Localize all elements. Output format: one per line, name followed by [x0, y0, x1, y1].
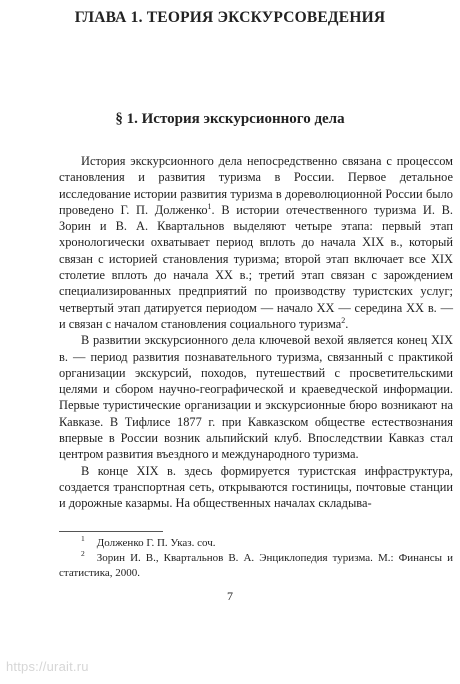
- paragraph: В конце XIX в. здесь формируется туристская инфраструктура, создается транспортная сеть, открываются гостиницы, почтовые станции и дорожные казармы. На общественных началах складыва-: [59, 463, 453, 511]
- footnote-number: 1: [81, 534, 85, 544]
- watermark: https://urait.ru: [6, 659, 89, 674]
- footnote-ref: 1: [207, 201, 212, 211]
- footnote: [59, 536, 453, 551]
- chapter-title: ГЛАВА 1. ТЕОРИЯ ЭКСКУРСОВЕДЕНИЯ: [74, 9, 386, 26]
- paragraph-text: . В истории отечественного туризма И. В. Зорин и В. А. Квартальнов выделяют четыре этапа: первый этап хронологически охватывает период вплоть до начала XIX в., который связан с историей становления туризма; второй этап включает все XIX столетие вплоть до начала XX в.; третий этап связан с зарождением специализированных предприятий по производству туристских услуг; четвертый этап датируется периодом — начало XX — середина XX в. — и связан с началом становления социального туризма: [59, 202, 454, 331]
- footnote-ref: 2: [341, 315, 346, 325]
- paragraph-text: .: [345, 316, 349, 331]
- footnotes: [59, 536, 453, 581]
- footnote-divider: [59, 531, 163, 532]
- footnote-text: Долженко Г. П. Указ. соч.: [96, 537, 216, 549]
- footnote: [59, 551, 453, 581]
- body-text: [59, 153, 453, 512]
- footnote-number: 2: [81, 549, 85, 559]
- paragraph: В развитии экскурсионного дела ключевой вехой является конец XIX в. — период развития познавательного туризма, связанный с практикой организации экскурсий, походов, путешествий с просветительскими целями и сбором научно-географической и краеведческой информации. Первые туристические организации и экскурсионные бюро возникают на Кавказе. В Тифлисе 1877 г. при Кавказском обществе естествознания впервые в России возник альпийский клуб. Впоследствии Кавказ стал центром развития въездного и международного туризма.: [59, 333, 453, 462]
- paragraph-text: История экскурсионного дела непосредственно связана с процессом становления и развития туризма в России. Первое детальное исследование истории развития туризма в дореволюционной России было проведено Г. П. Долженко: [59, 154, 453, 217]
- footnote-text: Зорин И. В., Квартальнов В. А. Энциклопедия туризма. М.: Финансы и статистика, 2000.: [59, 552, 453, 579]
- page-number: 7: [227, 589, 233, 603]
- section-title: § 1. История экскурсионного дела: [115, 111, 345, 127]
- paragraph: [59, 153, 453, 332]
